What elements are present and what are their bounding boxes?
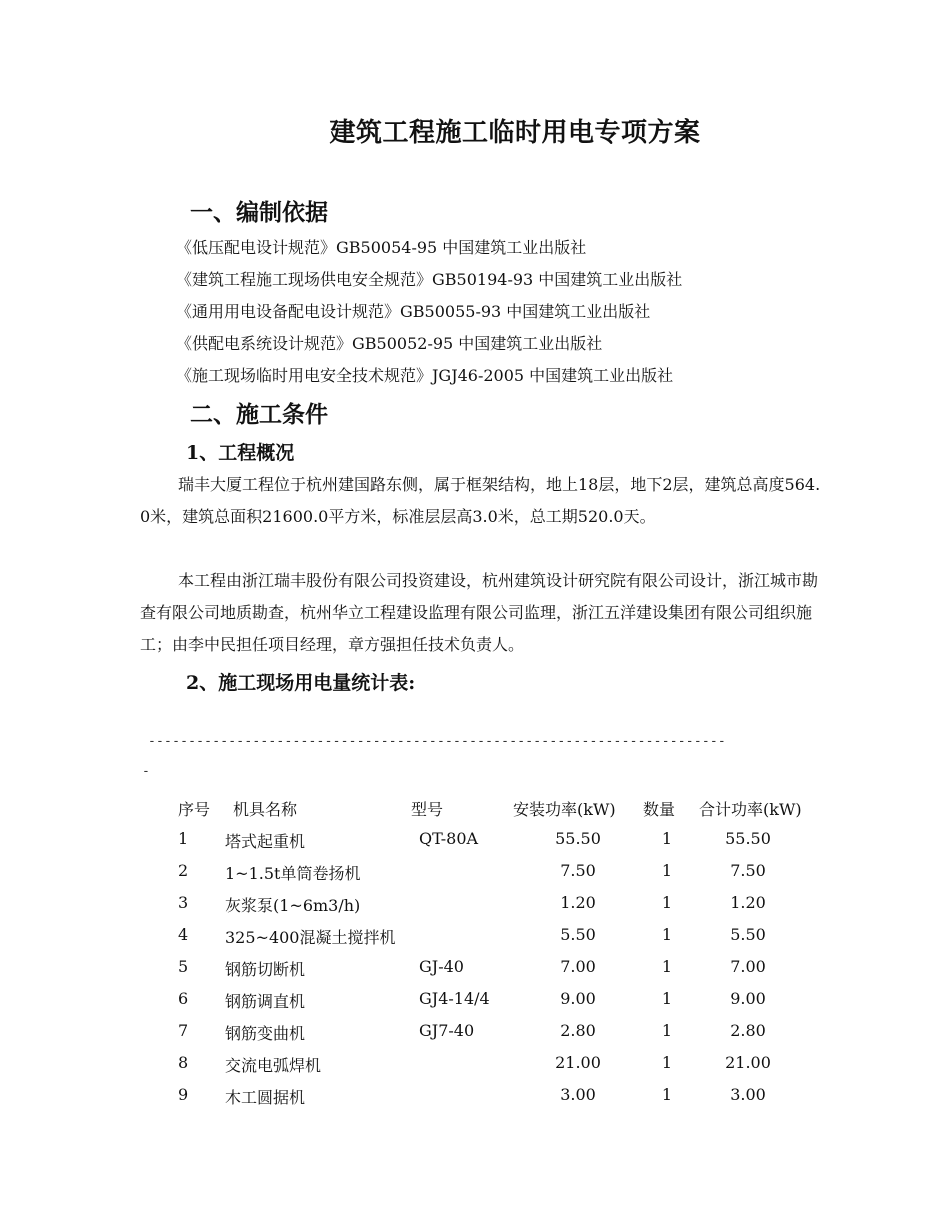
cell-model: GJ4-14/4 — [419, 989, 490, 1008]
cell-total: 7.00 — [730, 957, 766, 976]
cell-qty: 1 — [661, 861, 673, 880]
cell-power: 5.50 — [560, 925, 596, 944]
cell-total: 7.50 — [730, 861, 766, 880]
cell-name: 325~400混凝土搅拌机 — [225, 928, 396, 947]
cell-total: 5.50 — [730, 925, 766, 944]
subsection-heading-power-table: 2、施工现场用电量统计表: — [186, 672, 416, 694]
cell-total: 2.80 — [730, 1021, 766, 1040]
cell-no: 5 — [178, 957, 189, 976]
cell-name: 塔式起重机 — [225, 832, 306, 851]
dashed-separator-tail: - — [142, 764, 151, 779]
cell-qty: 1 — [661, 829, 673, 848]
cell-power: 7.00 — [560, 957, 596, 976]
cell-qty: 1 — [661, 957, 673, 976]
cell-no: 3 — [178, 893, 189, 912]
cell-no: 6 — [178, 989, 189, 1008]
table-header-power: 安装功率(kW) — [513, 800, 616, 819]
document-title: 建筑工程施工临时用电专项方案 — [329, 118, 701, 148]
cell-qty: 1 — [661, 1085, 673, 1104]
reference-item: 《通用用电设备配电设计规范》GB50055-93 中国建筑工业出版社 — [176, 302, 651, 321]
cell-no: 1 — [178, 829, 189, 848]
reference-item: 《施工现场临时用电安全技术规范》JGJ46-2005 中国建筑工业出版社 — [176, 366, 674, 385]
cell-power: 2.80 — [560, 1021, 596, 1040]
overview-paragraph-1 — [140, 469, 830, 533]
cell-no: 7 — [178, 1021, 189, 1040]
cell-model: GJ7-40 — [419, 1021, 475, 1040]
cell-power: 7.50 — [560, 861, 596, 880]
cell-name: 1~1.5t单筒卷扬机 — [225, 864, 361, 883]
table-header-total: 合计功率(kW) — [699, 800, 802, 819]
table-header-model: 型号 — [411, 800, 444, 819]
table-header-no: 序号 — [178, 800, 211, 819]
cell-total: 55.50 — [725, 829, 771, 848]
cell-total: 3.00 — [730, 1085, 766, 1104]
cell-name: 钢筋调直机 — [225, 992, 306, 1011]
overview-paragraph-2 — [140, 565, 830, 661]
cell-total: 21.00 — [725, 1053, 771, 1072]
cell-qty: 1 — [661, 893, 673, 912]
cell-model: GJ-40 — [419, 957, 464, 976]
table-header-qty: 数量 — [643, 800, 676, 819]
reference-item: 《建筑工程施工现场供电安全规范》GB50194-93 中国建筑工业出版社 — [176, 270, 683, 289]
cell-power: 55.50 — [555, 829, 601, 848]
cell-total: 1.20 — [730, 893, 766, 912]
section-heading-basis: 一、编制依据 — [190, 199, 328, 226]
subsection-heading-overview: 1、工程概况 — [186, 442, 295, 464]
cell-power: 21.00 — [555, 1053, 601, 1072]
section-heading-conditions: 二、施工条件 — [190, 401, 328, 428]
cell-power: 3.00 — [560, 1085, 596, 1104]
cell-name: 灰浆泵(1~6m3/h) — [225, 896, 361, 915]
cell-no: 8 — [178, 1053, 189, 1072]
cell-name: 交流电弧焊机 — [225, 1056, 322, 1075]
cell-power: 1.20 — [560, 893, 596, 912]
cell-qty: 1 — [661, 989, 673, 1008]
cell-qty: 1 — [661, 925, 673, 944]
overview-paragraph-1-text: 瑞丰大厦工程位于杭州建国路东侧，属于框架结构，地上18层，地下2层，建筑总高度564.0米，建筑总面积21600.0平方米，标准层层高3.0米，总工期520.0天。 — [140, 475, 821, 526]
table-header-name: 机具名称 — [233, 800, 298, 819]
reference-item: 《供配电系统设计规范》GB50052-95 中国建筑工业出版社 — [176, 334, 603, 353]
cell-qty: 1 — [661, 1021, 673, 1040]
cell-name: 木工圆据机 — [225, 1088, 306, 1107]
cell-qty: 1 — [661, 1053, 673, 1072]
cell-name: 钢筋切断机 — [225, 960, 306, 979]
cell-no: 4 — [178, 925, 189, 944]
reference-item: 《低压配电设计规范》GB50054-95 中国建筑工业出版社 — [176, 238, 587, 257]
cell-no: 9 — [178, 1085, 189, 1104]
cell-model: QT-80A — [419, 829, 479, 848]
dashed-separator: ------------------------------------------------------------------------ — [148, 734, 726, 749]
cell-total: 9.00 — [730, 989, 766, 1008]
cell-name: 钢筋变曲机 — [225, 1024, 306, 1043]
cell-no: 2 — [178, 861, 189, 880]
cell-power: 9.00 — [560, 989, 596, 1008]
overview-paragraph-2-text: 本工程由浙江瑞丰股份有限公司投资建设，杭州建筑设计研究院有限公司设计，浙江城市勘查有限公司地质勘查，杭州华立工程建设监理有限公司监理，浙江五洋建设集团有限公司组织施工；由李中民担任项目经理，章方强担任技术负责人。 — [140, 571, 819, 654]
